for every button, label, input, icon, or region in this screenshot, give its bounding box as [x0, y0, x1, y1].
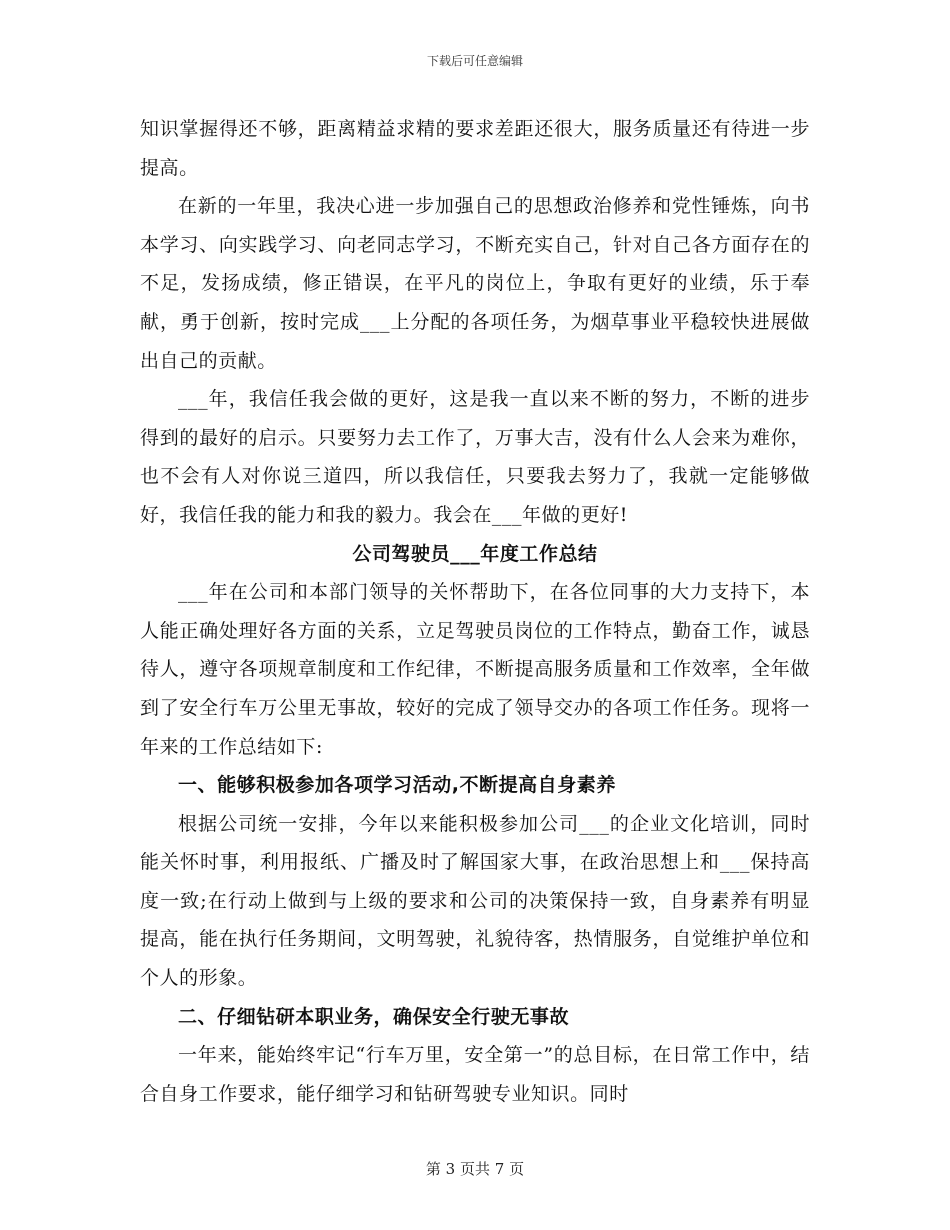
paragraph-new-year-resolution: 在新的一年里，我决心进一步加强自己的思想政治修养和党性锤炼，向书本学习、向实践学习、向老同志学习，不断充实自己，针对自己各方面存在的不足，发扬成绩，修正错误，在平凡的岗位上，争取有更好的业绩，乐于奉献，勇于创新，按时完成___上分配的各项任务，为烟草事业平稳较快进展做出自己的贡献。 [140, 195, 810, 372]
page-header: 下载后可任意编辑 [426, 54, 523, 68]
page-footer: 第 3 页共 7 页 [425, 1160, 525, 1178]
paragraph-continuation: 知识掌握得还不够，距离精益求精的要求差距还很大，服务质量还有待进一步提高。 [140, 118, 810, 179]
paragraph-confidence: ___年，我信任我会做的更好，这是我一直以来不断的努力，不断的进步得到的最好的启示。只要努力去工作了，万事大吉，没有什么人会来为难你，也不会有人对你说三道四，所以我信任，只要我去努力了，我就一定能够做好，我信任我的能力和我的毅力。我会在___年做的更好! [140, 388, 810, 526]
paragraph-study-activities: 根据公司统一安排，今年以来能积极参加公司___的企业文化培训，同时能关怀时事，利用报纸、广播及时了解国家大事，在政治思想上和___保持高度一致;在行动上做到与上级的要求和公司的决策保持一致，自身素养有明显提高，能在执行任务期间，文明驾驶，礼貌待客，热情服务，自觉维护单位和个人的形象。 [140, 812, 810, 990]
document-body [140, 110, 810, 1113]
section-title: 公司驾驶员___年度工作总结 [352, 542, 598, 565]
heading-safe-driving: 二、仔细钻研本职业务，确保安全行驶无事故 [178, 1005, 570, 1028]
paragraph-safe-driving: 一年来，能始终牢记“行车万里，安全第一”的总目标，在日常工作中，结合自身工作要求，能仔细学习和钻研驾驶专业知识。同时 [140, 1044, 810, 1105]
paragraph-introduction: ___年在公司和本部门领导的关怀帮助下，在各位同事的大力支持下，本人能正确处理好各方面的关系，立足驾驶员岗位的工作特点，勤奋工作，诚恳待人，遵守各项规章制度和工作纪律，不断提高服务质量和工作效率，全年做到了安全行车万公里无事故，较好的完成了领导交办的各项工作任务。现将一年来的工作总结如下: [140, 581, 810, 758]
heading-study-activities: 一、能够积极参加各项学习活动,不断提高自身素养 [178, 774, 616, 797]
